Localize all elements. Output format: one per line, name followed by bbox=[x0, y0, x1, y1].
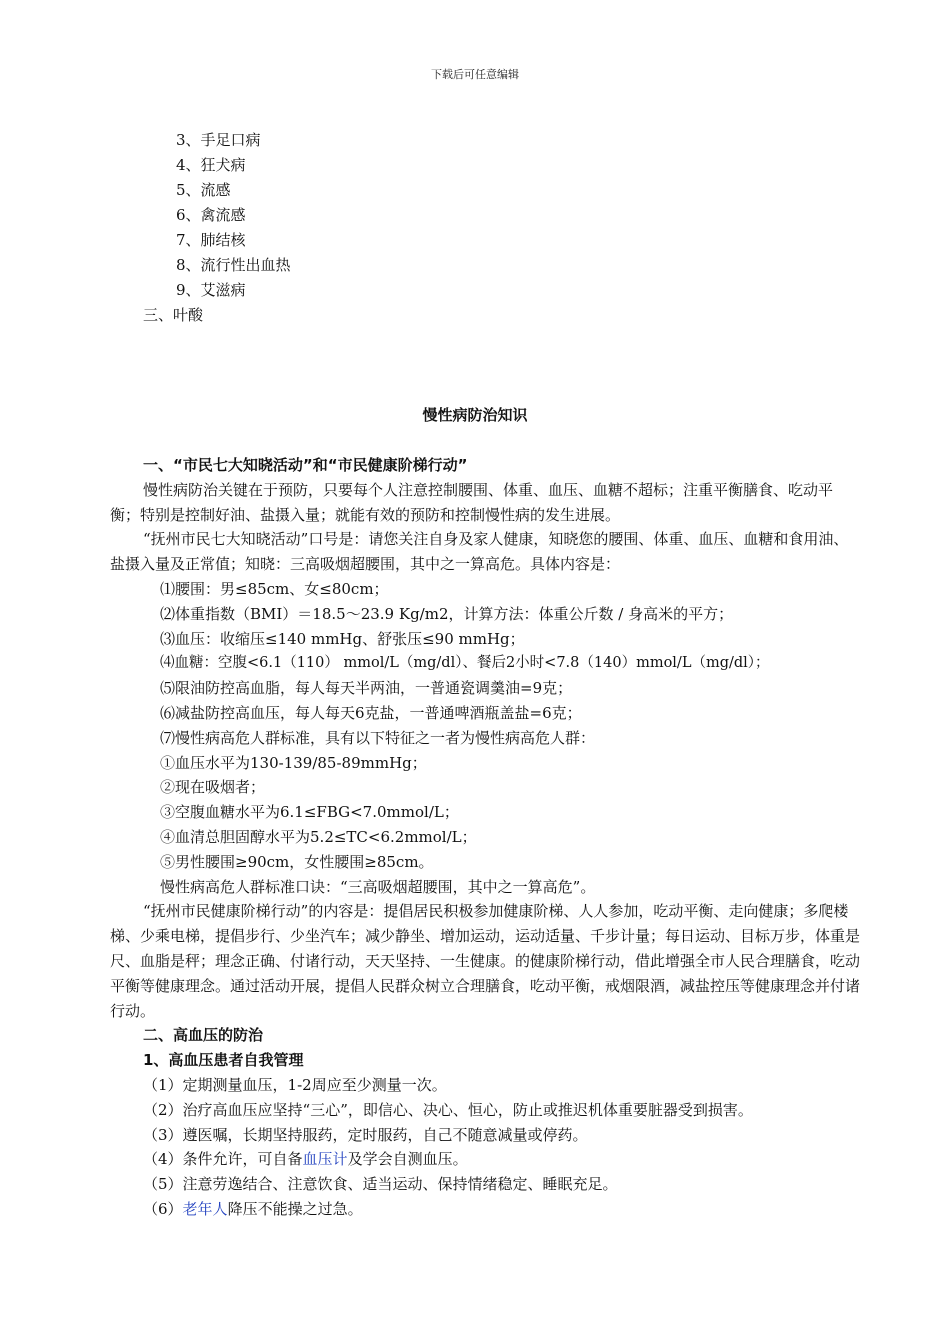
section1-heading: 一、“市民七大知晓活动”和“市民健康阶梯行动” bbox=[143, 456, 468, 474]
list-item: 4、狂犬病 bbox=[176, 156, 246, 174]
management-item: （5）注意劳逸结合、注意饮食、适当运动、保持情绪稳定、睡眠充足。 bbox=[143, 1175, 618, 1194]
management-item bbox=[110, 1197, 862, 1222]
criteria-item: ⑶血压：收缩压≤140 mmHg、舒张压≤90 mmHg； bbox=[160, 629, 525, 648]
page-title: 慢性病防治知识 bbox=[422, 406, 528, 424]
list-item: 6、禽流感 bbox=[176, 206, 246, 224]
list-item: 9、艾滋病 bbox=[176, 281, 246, 299]
page-header-note: 下载后可任意编辑 bbox=[431, 68, 519, 81]
risk-item: ⑤男性腰围≥90cm，女性腰围≥85cm。 bbox=[160, 852, 434, 871]
section2-subheading: 1、高血压患者自我管理 bbox=[143, 1051, 304, 1070]
management-item bbox=[110, 1147, 862, 1172]
risk-item: ③空腹血糖水平为6.1≤FBG<7.0mmol/L； bbox=[160, 803, 459, 822]
elderly-link[interactable]: 老年人 bbox=[182, 1199, 228, 1218]
criteria-item: ⑴腰围：男≤85cm、女≤80cm； bbox=[160, 579, 389, 598]
risk-item: ④血清总胆固醇水平为5.2≤TC<6.2mmol/L； bbox=[160, 827, 477, 846]
criteria-item: ⑵体重指数（BMI）＝18.5～23.9 Kg/m2，计算方法：体重公斤数 / 身高米的平方； bbox=[160, 604, 734, 623]
section2-heading: 二、高血压的防治 bbox=[143, 1026, 264, 1045]
management-item: （1）定期测量血压，1-2周应至少测量一次。 bbox=[143, 1075, 447, 1094]
item-text: 及学会自测血压。 bbox=[347, 1150, 468, 1169]
management-item: （2）治疗高血压应坚持“三心”，即信心、决心、恒心，防止或推迟机体重要脏器受到损害。 bbox=[143, 1100, 753, 1119]
item-text: 降压不能操之过急。 bbox=[227, 1199, 363, 1218]
list-item: 8、流行性出血热 bbox=[176, 256, 291, 274]
item-text: （6） bbox=[143, 1199, 183, 1218]
criteria-item: ⑷血糖：空腹<6.1（110） mmol/L（mg/dl）、餐后2小时<7.8（140）mmol/L（mg/dl）； bbox=[160, 655, 770, 672]
disease-list bbox=[0, 128, 950, 328]
criteria-item: ⑸限油防控高血脂，每人每天半两油，一普通瓷调羹油=9克； bbox=[160, 679, 573, 698]
criteria-item: ⑺慢性病高危人群标准，具有以下特征之一者为慢性病高危人群： bbox=[160, 728, 596, 747]
item-text: （4）条件允许，可自备 bbox=[143, 1150, 303, 1169]
risk-slogan: 慢性病高危人群标准口诀：“三高吸烟超腰围，其中之一算高危”。 bbox=[160, 877, 596, 896]
document-body bbox=[110, 453, 862, 1222]
list-item: 3、手足口病 bbox=[176, 131, 261, 149]
section1-paragraph-1: 慢性病防治关键在于预防，只要每个人注意控制腰围、体重、血压、血糖不超标；注重平衡膳食、吃动平衡；特别是控制好油、盐摄入量；就能有效的预防和控制慢性病的发生进展。 bbox=[110, 480, 834, 524]
section1-paragraph-2: “抚州市民七大知晓活动”口号是：请您关注自身及家人健康，知晓您的腰围、体重、血压、血糖和食用油、盐摄入量及正常值；知晓：三高吸烟超腰围，其中之一算高危。具体内容是： bbox=[110, 530, 849, 574]
section-heading-folic-acid: 三、叶酸 bbox=[143, 306, 204, 324]
risk-item: ②现在吸烟者； bbox=[160, 778, 266, 797]
criteria-item: ⑹减盐防控高血压，每人每天6克盐，一普通啤酒瓶盖盐=6克； bbox=[160, 703, 582, 722]
list-item: 5、流感 bbox=[176, 181, 231, 199]
management-item: （3）遵医嘱，长期坚持服药，定时服药，自己不随意减量或停药。 bbox=[143, 1125, 588, 1144]
section1-paragraph-3: “抚州市民健康阶梯行动”的内容是：提倡居民积极参加健康阶梯、人人参加，吃动平衡、走向健康；多爬楼梯、少乘电梯，提倡步行、少坐汽车；减少静坐、增加运动，运动适量、千步计量；每日运动、目标万步，体重是尺、血脂是秤；理念正确、付诸行动，天天坚持、一生健康。的健康阶梯行动，借此增强全市人民合理膳食，吃动平衡等健康理念。通过活动开展，提倡人民群众树立合理膳食，吃动平衡，戒烟限酒，减盐控压等健康理念并付诸行动。 bbox=[110, 902, 861, 1020]
risk-item: ①血压水平为130-139/85-89mmHg； bbox=[160, 753, 427, 772]
blood-pressure-monitor-link[interactable]: 血压计 bbox=[302, 1150, 348, 1169]
list-item: 7、肺结核 bbox=[176, 231, 246, 249]
